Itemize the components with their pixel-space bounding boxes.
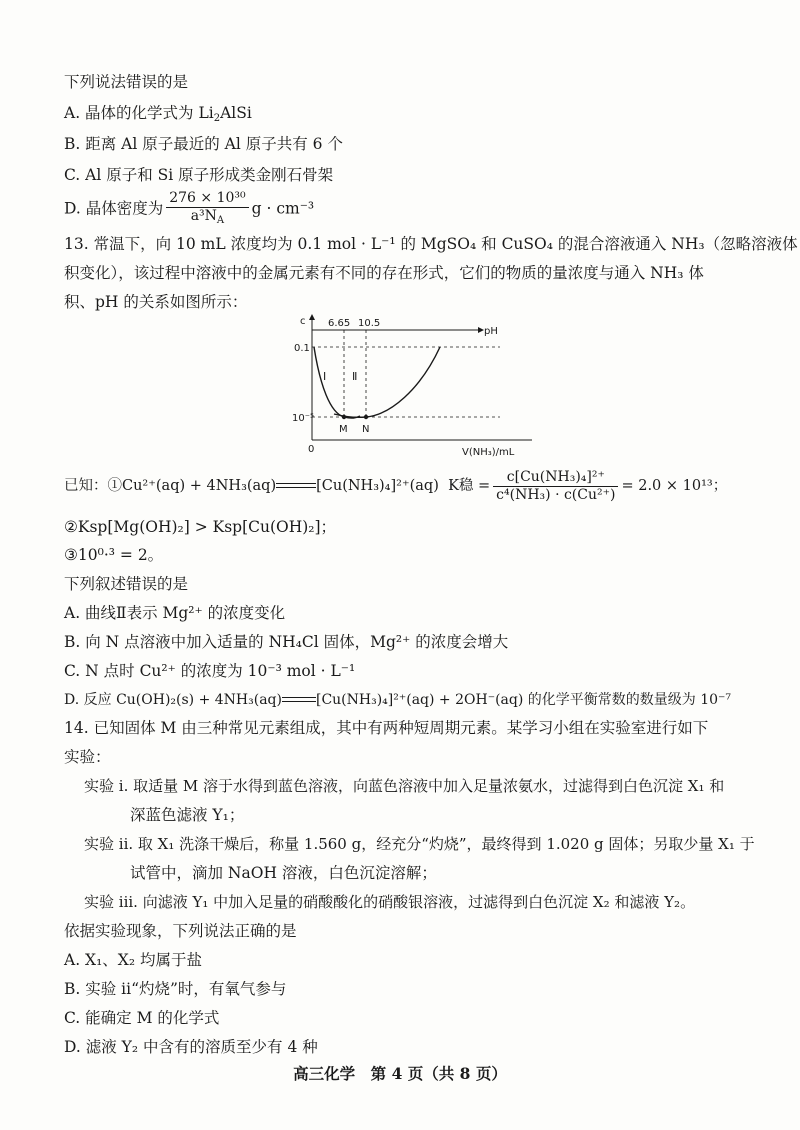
curve-1-label: Ⅰ [323,370,327,383]
q12-option-a: A. 晶体的化学式为 $Li_2AlSi$ [64,104,252,124]
q12-prompt: 下列说法错误的是 [64,73,189,91]
q12-option-c: C. Al 原子和 Si 原子形成类金刚石骨架 [64,166,334,184]
y-tick-0.1: 0.1 [294,343,310,354]
point-n [364,415,368,419]
q13-option-b: B. 向 N 点溶液中加入适量的 NH₄Cl 固体，Mg²⁺ 的浓度会增大 [64,633,509,651]
q13-known-3: ③10⁰·³ = 2。 [64,546,164,564]
q13-stem-line3: 积、pH 的关系如图所示： [64,293,248,311]
point-n-label: N [362,424,370,435]
page-footer: 高三化学 第 4 页（共 8 页） [293,1064,507,1083]
q13-stem-line1: 13. 常温下，向 10 mL 浓度均为 0.1 mol · L⁻¹ 的 MgSO₄ 和 CuSO₄ 的混合溶液通入 NH₃（忽略溶液体 [64,235,798,253]
concentration-chart [290,310,540,460]
q14-prompt: 依据实验现象，下列说法正确的是 [64,922,297,940]
ph-axis-label: pH [484,326,498,337]
y-tick-1e-5: 10⁻⁵ [292,413,315,424]
q14-option-d: D. 滤液 Y₂ 中含有的溶质至少有 4 种 [64,1038,318,1056]
ph-tick-6.65: 6.65 [328,318,351,329]
q14-experiment-2b: 试管中，滴加 NaOH 溶液，白色沉淀溶解； [130,864,437,882]
q14-experiment-3: 实验 iii. 向滤液 Y₁ 中加入足量的硝酸酸化的硝酸银溶液，过滤得到白色沉淀 X₂ 和滤液 Y₂。 [84,893,696,911]
q14-experiment-1b: 深蓝色滤液 Y₁； [130,806,245,824]
equilibrium-arrow-icon [282,696,316,704]
q14-experiment-1a: 实验 i. 取适量 M 溶于水得到蓝色溶液，向蓝色溶液中加入足量浓氨水，过滤得到白色沉淀 X₁ 和 [84,777,725,795]
q14-option-a: A. X₁、X₂ 均属于盐 [64,951,202,969]
q14-option-b: B. 实验 ii“灼烧”时，有氧气参与 [64,980,287,998]
q14-stem-line2: 实验： [64,748,111,766]
q13-prompt: 下列叙述错误的是 [64,575,189,593]
point-m [342,415,346,419]
q12-option-d: D. 晶体密度为 $\frac{\text{276 × 10³⁰}}{a^3N_A}$ g · cm⁻³ [64,190,314,229]
origin-label: 0 [308,444,315,455]
q14-stem-line1: 14. 已知固体 M 由三种常见元素组成，其中有两种短周期元素。某学习小组在实验室进行如下 [64,719,709,737]
q12-option-b: B. 距离 Al 原子最近的 Al 原子共有 6 个 [64,135,343,153]
y-axis-label: c [300,316,306,327]
point-m-label: M [339,424,348,435]
curve-2 [334,347,440,417]
k-fraction: $\frac{\text{c[Cu(NH₃)₄]²⁺}}{\text{c⁴(NH₃) · c(Cu²⁺)}}$ [493,469,618,504]
equilibrium-arrow-icon [276,482,316,490]
q13-known-1: 已知：①Cu²⁺(aq) + 4NH₃(aq) [Cu(NH₃)₄]²⁺(aq) K稳 = $\frac{\text{c[Cu(NH₃)₄]²⁺}}{\text{c⁴(NH₃) · c(Cu²⁺)}}$ = 2.0 × 10¹³； [64,468,728,503]
ph-tick-10.5: 10.5 [358,318,381,329]
q14-option-c: C. 能确定 M 的化学式 [64,1009,220,1027]
q13-option-c: C. N 点时 Cu²⁺ 的浓度为 10⁻³ mol · L⁻¹ [64,662,356,680]
x-axis-label: V(NH₃)/mL [462,447,515,458]
q14-experiment-2a: 实验 ii. 取 X₁ 洗涤干燥后，称量 1.560 g，经充分“灼烧”，最终得到 1.020 g 固体；另取少量 X₁ 于 [84,835,755,853]
q13-option-a: A. 曲线Ⅱ表示 Mg²⁺ 的浓度变化 [64,604,286,622]
q13-stem-line2: 积变化），该过程中溶液中的金属元素有不同的存在形式，它们的物质的量浓度与通入 NH₃ 体 [64,264,704,282]
q13-option-d: D. 反应 Cu(OH)₂(s) + 4NH₃(aq) [Cu(NH₃)₄]²⁺(aq) + 2OH⁻(aq) 的化学平衡常数的数量级为 10⁻⁷ [64,692,732,708]
curve-2-label: Ⅱ [352,370,358,383]
y-axis-arrow-icon [309,314,315,320]
density-fraction: $\frac{\text{276 × 10³⁰}}{a^3N_A}$ [166,190,248,229]
q13-known-2: ②Ksp[Mg(OH)₂] > Ksp[Cu(OH)₂]； [64,518,337,536]
